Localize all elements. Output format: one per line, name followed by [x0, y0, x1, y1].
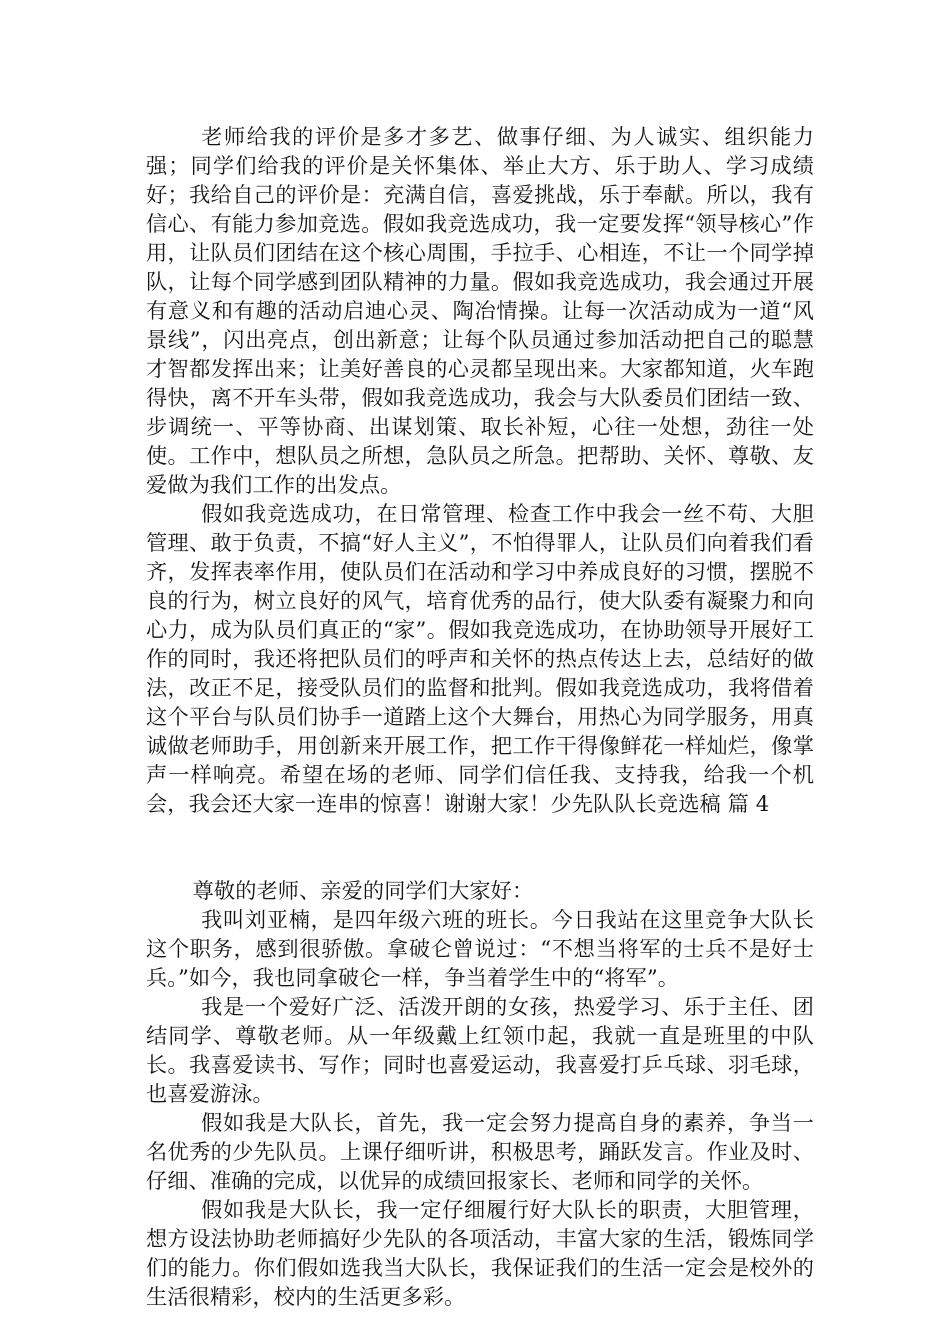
paragraph-hobbies: 我是一个爱好广泛、活泼开朗的女孩，热爱学习、乐于主任、团结同学、尊敬老师。从一年级戴上红领巾起，我就一直是班里的中队长。我喜爱读书、写作；同时也喜爱运动，我喜爱打乒乓球、羽毛球，也喜爱游泳。	[146, 994, 814, 1106]
paragraph-duties: 假如我是大队长，我一定仔细履行好大队长的职责，大胆管理，想方设法协助老师搞好少先队的各项活动，丰富大家的生活，锻炼同学们的能力。你们假如选我当大队长，我保证我们的生活一定会是校外的生活很精彩，校内的生活更多彩。	[146, 1197, 814, 1309]
paragraph-self-improvement: 假如我是大队长，首先，我一定会努力提高自身的素养，争当一名优秀的少先队员。上课仔细听讲，积极思考，踊跃发言。作业及时、仔细、准确的完成，以优异的成绩回报家长、老师和同学的关怀。	[146, 1110, 814, 1193]
section-spacer	[146, 818, 814, 876]
document-page	[146, 122, 814, 1311]
salutation: 尊敬的老师、亲爱的同学们大家好：	[192, 878, 534, 903]
paragraph-introduction: 我叫刘亚楠，是四年级六班的班长。今日我站在这里竞争大队长这个职务，感到很骄傲。拿破仑曾说过：“不想当将军的士兵不是好士兵。”如今，我也同拿破仑一样，争当着学生中的“将军”。	[146, 907, 814, 990]
paragraph-commitment: 假如我竞选成功，在日常管理、检查工作中我会一丝不苟、大胆管理、敢于负责，不搞“好人主义”，不怕得罪人，让队员们向着我们看齐，发挥表率作用，使队员们在活动和学习中养成良好的习惯，摆脱不良的行为，树立良好的风气，培育优秀的品行，使大队委有凝聚力和向心力，成为队员们真正的“家”。假如我竞选成功，在协助领导开展好工作的同时，我还将把队员们的呼声和关怀的热点传达上去，总结好的做法，改正不足，接受队员们的监督和批判。假如我竞选成功，我将借着这个平台与队员们协手一道踏上这个大舞台，用热心为同学服务，用真诚做老师助手，用创新来开展工作，把工作干得像鲜花一样灿烂，像掌声一样响亮。希望在场的老师、同学们信任我、支持我，给我一个机会，我会还大家一连串的惊喜！谢谢大家！少先队队长竞选稿 篇 4	[146, 501, 814, 816]
paragraph-qualifications: 老师给我的评价是多才多艺、做事仔细、为人诚实、组织能力强；同学们给我的评价是关怀集体、举止大方、乐于助人、学习成绩好；我给自己的评价是：充满自信，喜爱挑战，乐于奉献。所以，我有信心、有能力参加竞选。假如我竞选成功，我一定要发挥“领导核心”作用，让队员们团结在这个核心周围，手拉手、心相连，不让一个同学掉队，让每个同学感到团队精神的力量。假如我竞选成功，我会通过开展有意义和有趣的活动启迪心灵、陶冶情操。让每一次活动成为一道“风景线”，闪出亮点，创出新意；让每个队员通过参加活动把自己的聪慧才智都发挥出来；让美好善良的心灵都呈现出来。大家都知道，火车跑得快，离不开车头带，假如我竞选成功，我会与大队委员们团结一致、步调统一、平等协商、出谋划策、取长补短，心往一处想，劲往一处使。工作中，想队员之所想，急队员之所急。把帮助、关怀、尊敬、友爱做为我们工作的出发点。	[146, 124, 814, 497]
